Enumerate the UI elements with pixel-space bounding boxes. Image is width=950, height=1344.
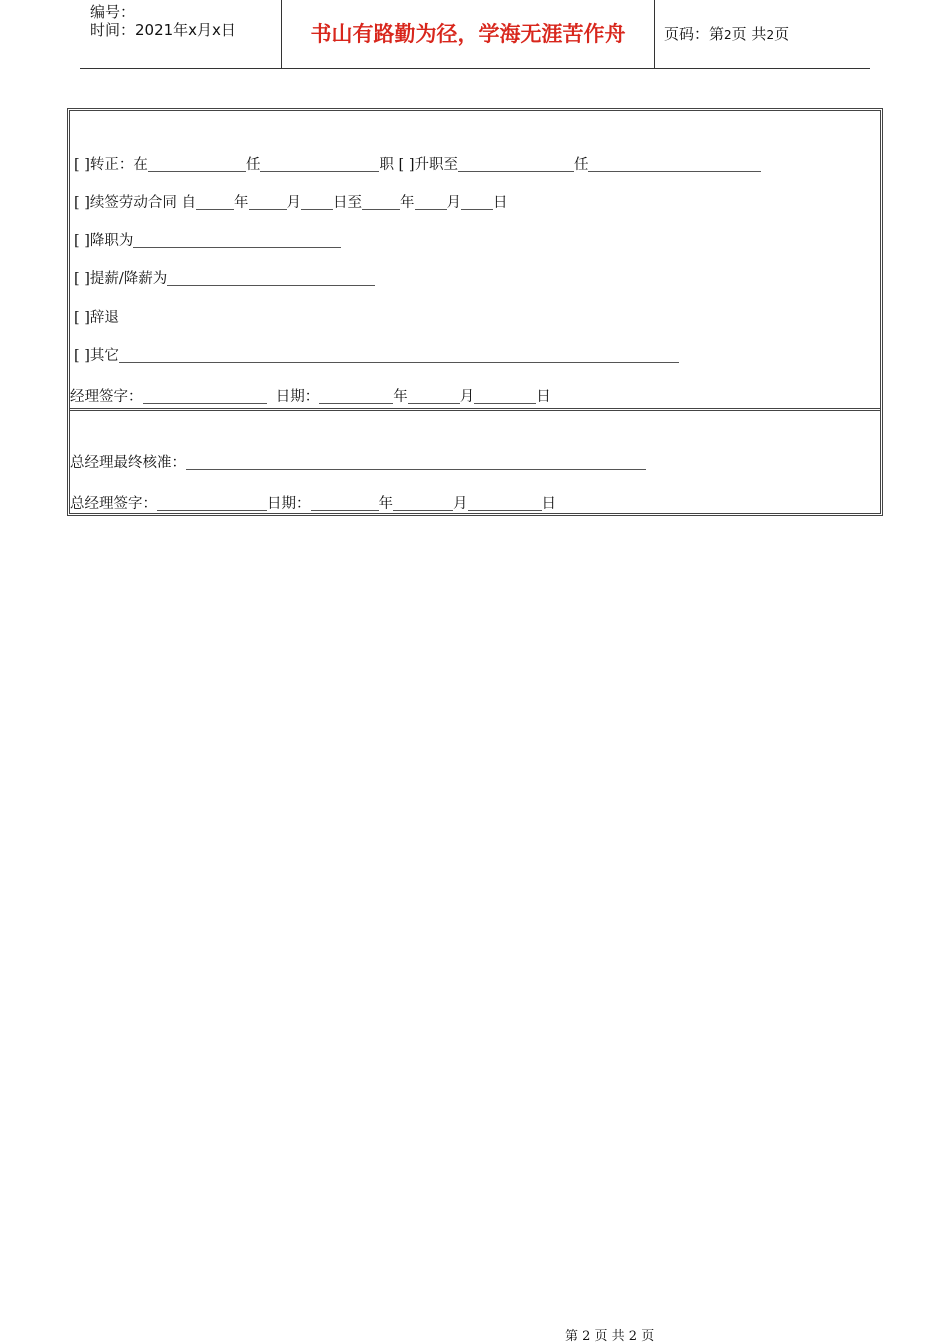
gm-approval-row bbox=[70, 452, 646, 474]
regularize-checkbox-label: [ ]转正：在 bbox=[74, 157, 148, 173]
regularize-position-blank[interactable] bbox=[260, 156, 379, 172]
gm-approval-blank[interactable] bbox=[186, 454, 646, 470]
manager-sign-label: 经理签字： bbox=[70, 389, 143, 405]
month-label-3: 月 bbox=[459, 389, 475, 405]
salary-change-row bbox=[74, 268, 375, 290]
contract-renewal-row bbox=[74, 192, 508, 214]
other-row bbox=[74, 345, 679, 367]
gm-day-blank[interactable] bbox=[468, 495, 542, 511]
page-suffix: 页 bbox=[774, 25, 790, 43]
demote-blank[interactable] bbox=[133, 232, 341, 248]
header-page-info bbox=[655, 0, 870, 68]
manager-date-label: 日期： bbox=[275, 389, 320, 405]
salary-checkbox-label: [ ]提薪/降薪为 bbox=[74, 271, 168, 287]
page-prefix: 页码：第 bbox=[664, 25, 725, 43]
dismiss-checkbox-label: [ ]辞退 bbox=[74, 310, 119, 326]
day-label-4: 日 bbox=[541, 496, 556, 512]
month-label: 月 bbox=[286, 195, 302, 211]
day-label-2: 日 bbox=[493, 195, 508, 211]
gm-sign-label: 总经理签字： bbox=[70, 496, 157, 512]
gm-date-label: 日期： bbox=[267, 496, 311, 512]
decision-form bbox=[67, 108, 883, 516]
header-motto: 书山有路勤为径，学海无涯苦作舟 bbox=[282, 0, 655, 68]
page-footer: 第 2 页 共 2 页 bbox=[565, 1329, 655, 1344]
demote-checkbox-label: [ ]降职为 bbox=[74, 233, 134, 249]
other-blank[interactable] bbox=[119, 347, 679, 363]
manager-day-blank[interactable] bbox=[474, 388, 536, 404]
renew-end-day-blank[interactable] bbox=[461, 194, 493, 210]
renew-checkbox-label: [ ]续签劳动合同 自 bbox=[74, 195, 197, 211]
year-label-4: 年 bbox=[378, 496, 393, 512]
page-header bbox=[80, 0, 870, 69]
gm-sign-row bbox=[70, 493, 556, 515]
gm-year-blank[interactable] bbox=[311, 495, 379, 511]
renew-start-day-blank[interactable] bbox=[301, 194, 333, 210]
renew-end-year-blank[interactable] bbox=[362, 194, 400, 210]
renew-start-year-blank[interactable] bbox=[196, 194, 234, 210]
ren-label-2: 任 bbox=[573, 157, 589, 173]
manager-sign-row bbox=[70, 386, 551, 408]
salary-blank[interactable] bbox=[167, 270, 375, 286]
year-label-2: 年 bbox=[400, 195, 415, 211]
section-divider bbox=[70, 408, 880, 411]
page-current: 2 bbox=[724, 28, 732, 42]
ren-label: 任 bbox=[245, 157, 261, 173]
renew-end-month-blank[interactable] bbox=[415, 194, 447, 210]
page-total: 2 bbox=[766, 28, 775, 42]
manager-month-blank[interactable] bbox=[408, 388, 460, 404]
day-label-3: 日 bbox=[536, 389, 551, 405]
day-to-label: 日至 bbox=[333, 195, 363, 211]
year-label: 年 bbox=[234, 195, 249, 211]
gm-month-blank[interactable] bbox=[393, 495, 453, 511]
page-mid: 页 共 bbox=[731, 25, 767, 43]
month-label-2: 月 bbox=[446, 195, 462, 211]
year-label-3: 年 bbox=[393, 389, 408, 405]
dismiss-row bbox=[74, 307, 119, 329]
header-meta bbox=[80, 0, 282, 68]
date-label: 时间：2021年x月x日 bbox=[90, 21, 236, 39]
manager-sign-blank[interactable] bbox=[143, 388, 267, 404]
other-checkbox-label: [ ]其它 bbox=[74, 348, 119, 364]
gm-sign-blank[interactable] bbox=[157, 495, 267, 511]
promote-dept-blank[interactable] bbox=[458, 156, 574, 172]
serial-label: 编号： bbox=[90, 3, 136, 21]
manager-year-blank[interactable] bbox=[319, 388, 393, 404]
promote-checkbox-label: 职 [ ]升职至 bbox=[379, 157, 458, 173]
promotion-row bbox=[74, 154, 761, 176]
renew-start-month-blank[interactable] bbox=[249, 194, 287, 210]
month-label-4: 月 bbox=[453, 496, 468, 512]
gm-approval-label: 总经理最终核准： bbox=[70, 455, 186, 471]
promote-position-blank[interactable] bbox=[588, 156, 761, 172]
demotion-row bbox=[74, 230, 341, 252]
regularize-dept-blank[interactable] bbox=[148, 156, 246, 172]
